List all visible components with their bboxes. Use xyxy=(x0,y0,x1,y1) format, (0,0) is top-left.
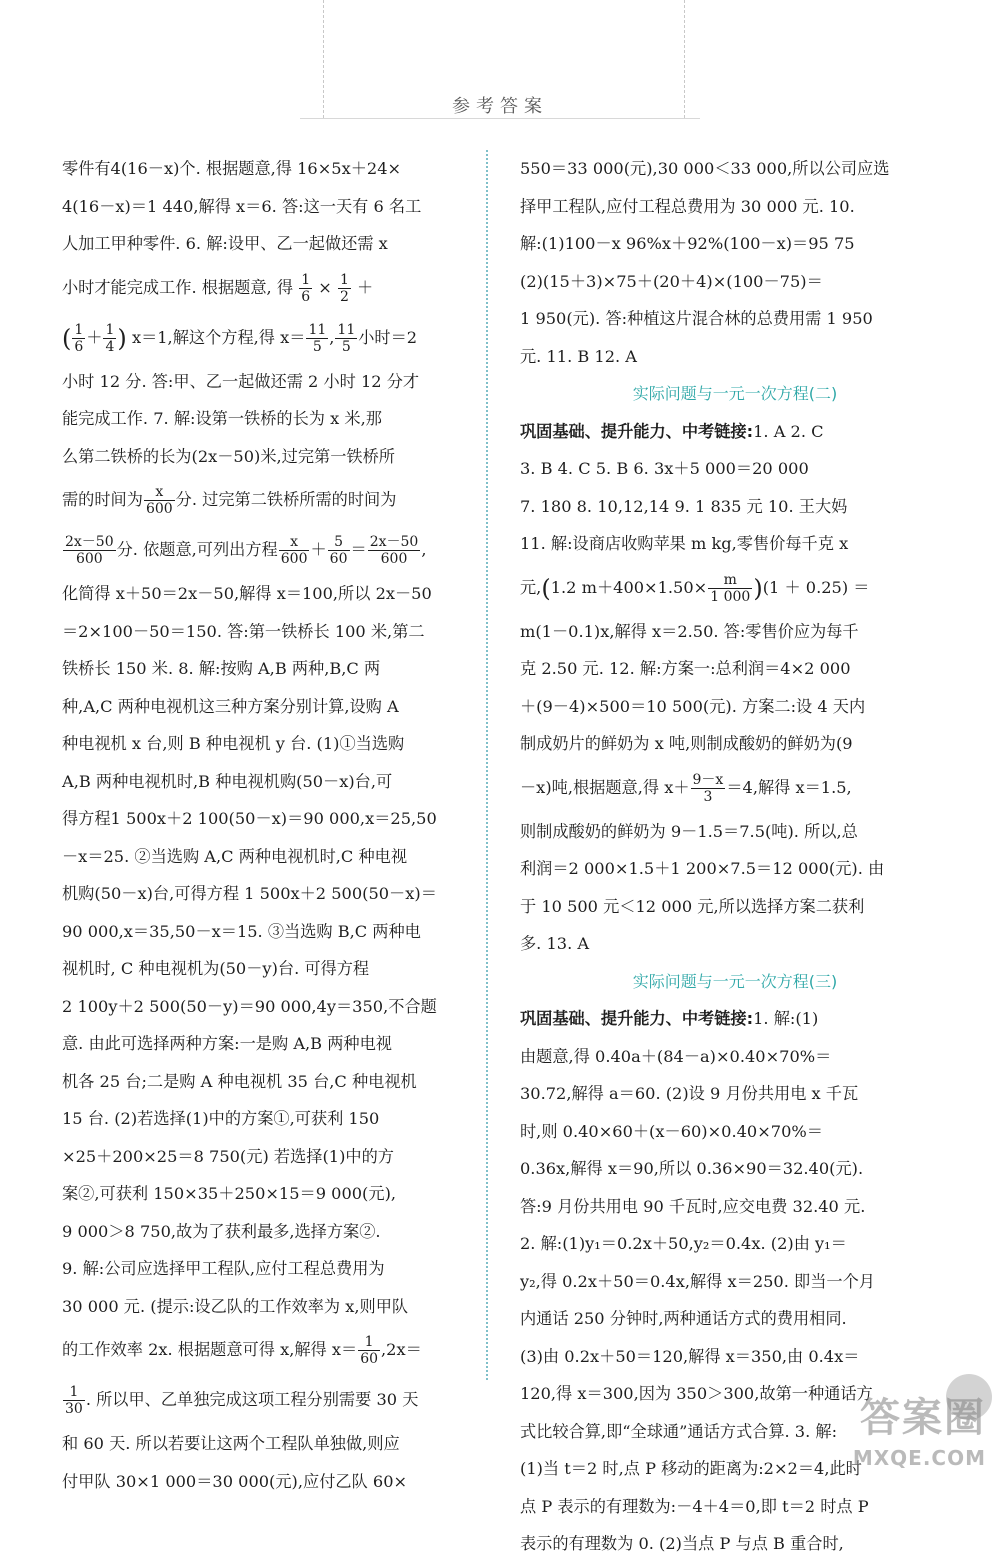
text-line xyxy=(520,763,950,813)
text-fragment: 的工作效率 2x. 根据题意可得 x,解得 x＝ xyxy=(62,1340,358,1359)
text-line: 答:9 月份共用电 90 千瓦时,应交电费 32.40 元. xyxy=(520,1196,866,1216)
fold-line-right xyxy=(684,0,685,118)
text-line: 550＝33 000(元),30 000＜33 000,所以公司应选 xyxy=(520,159,890,178)
text-fragment: 1. 解:(1) xyxy=(753,1009,819,1028)
text-fragment: 分. 过完第二铁桥所需的时间为 xyxy=(175,490,397,509)
text-line: 90 000,x＝35,50－x＝15. ③当选购 B,C 两种电 xyxy=(62,921,421,941)
fraction-numerator: x xyxy=(144,484,175,501)
text-line: 点 P 表示的有理数为:－4＋4＝0,即 t＝2 时点 P xyxy=(520,1496,869,1516)
text-line xyxy=(520,1000,950,1038)
text-line: $\frac{2x-50}{600}$ 分. 依题意,可列出方程 $\frac{x}{600}$ ＋ $\frac{5}{60}$ ＝ $\frac{2x-50}{600}$ , xyxy=(65,534,427,567)
text-fragment: 1. A 2. C xyxy=(753,421,824,441)
text-line: －x＝25. ②当选购 A,C 两种电视机时,C 种电视 xyxy=(62,846,408,866)
fraction-denominator: 600 xyxy=(145,501,173,517)
text-line: 时,则 0.40×60＋(x－60)×0.40×70%＝ xyxy=(520,1121,823,1141)
text-line: 机各 25 台;二是购 A 种电视机 35 台,C 种电视机 xyxy=(62,1071,417,1091)
fraction xyxy=(358,1334,380,1367)
text-line: 3. B 4. C 5. B 6. 3x＋5 000＝20 000 xyxy=(520,459,809,478)
text-line: 式比较合算,即“全球通”通话方式合算. 3. 解: xyxy=(520,1421,838,1441)
fraction-numerator: 11 xyxy=(308,321,327,338)
fraction-denominator: 600 xyxy=(380,551,408,567)
text-line: 则制成酸奶的鲜奶为 9－1.5＝7.5(吨). 所以,总 xyxy=(520,821,858,841)
text-line: 30.72,解得 a＝60. (2)设 9 月份共用电 x 千瓦 xyxy=(520,1084,859,1103)
text-line: ( $\frac{1}{6}$ ＋ $\frac{1}{4}$ ) x＝1,解这个方程,得 x＝ $\frac{11}{5}$ , $\frac{11}{5}$ 小时＝2 xyxy=(62,321,418,355)
text-line: 小时 12 分. 答:甲、乙一起做还需 2 小时 12 分才 xyxy=(62,371,420,391)
fraction-numerator: 1 xyxy=(63,1384,85,1401)
fraction-denominator: 2 xyxy=(339,288,349,305)
text-line: 化简得 x＋50＝2x－50,解得 x＝100,所以 2x－50 xyxy=(62,584,432,603)
fraction-denominator: 60 xyxy=(329,551,348,567)
text-fragment: 分. 依题意,可列出方程 xyxy=(116,540,278,559)
fraction xyxy=(368,534,421,567)
text-fragment: 1.2 m＋400×1.50× xyxy=(550,577,708,597)
fraction-numerator: 2x－50 xyxy=(369,534,419,550)
text-line: 种电视机 x 台,则 B 种电视机 y 台. (1)①当选购 xyxy=(62,734,405,753)
text-line: 意. 由此可选择两种方案:一是购 A,B 两种电视 xyxy=(62,1034,392,1053)
text-line: 表示的有理数为 0. (2)当点 P 与点 B 重合时, xyxy=(520,1534,844,1553)
fraction-denominator: 6 xyxy=(301,288,311,305)
left-column xyxy=(62,150,492,1500)
section-label: 巩固基础、提升能力、中考链接: xyxy=(520,421,754,441)
text-line: 得方程1 500x＋2 100(50－x)＝90 000,x＝25,50 xyxy=(62,809,437,828)
text-line: 零件有4(16－x)个. 根据题意,得 16×5x＋24× xyxy=(62,159,402,178)
text-line: 30 000 元. (提示:设乙队的工作效率为 x,则甲队 xyxy=(62,1296,409,1316)
text-line: (1)当 t＝2 时,点 P 移动的距离为:2×2＝4,此时 xyxy=(520,1459,862,1478)
text-line xyxy=(62,1375,492,1425)
fraction-denominator: 4 xyxy=(105,338,115,355)
fraction-denominator: 5 xyxy=(341,338,351,355)
fraction xyxy=(72,322,85,355)
text-fragment: 元, xyxy=(520,577,542,597)
fraction-numerator: 9－x xyxy=(692,771,724,788)
text-line: 视机时, C 种电视机为(50－y)台. 可得方程 xyxy=(62,959,370,978)
text-line: 120,得 x＝300,因为 350＞300,故第一种通话方 xyxy=(520,1384,873,1403)
text-line xyxy=(62,1325,492,1375)
fraction-denominator: 3 xyxy=(703,788,713,805)
text-line: 择甲工程队,应付工程总费用为 30 000 元. 10. xyxy=(520,196,855,216)
header-rule xyxy=(300,118,700,119)
text-fragment: ＝4,解得 x＝1.5, xyxy=(726,777,852,797)
text-fragment: ,2x＝ xyxy=(381,1340,422,1359)
fraction-numerator: 2x－50 xyxy=(65,534,114,550)
text-line: 7. 180 8. 10,12,14 9. 1 835 元 10. 王大妈 xyxy=(520,496,848,516)
text-fragment: x＝1,解这个方程,得 x＝ xyxy=(131,327,306,347)
text-line: ＝2×100－50＝150. 答:第一铁桥长 100 米,第二 xyxy=(62,621,425,641)
text-line: 案②,可获利 150×35＋250×15＝9 000(元), xyxy=(62,1184,397,1203)
text-line: 4(16－x)＝1 440,解得 x＝6. 答:这一天有 6 名工 xyxy=(62,196,422,216)
fraction-numerator: 1 xyxy=(301,271,311,288)
text-line: 机购(50－x)台,可得方程 1 500x＋2 500(50－x)＝ xyxy=(62,884,437,903)
text-line: 9 000＞8 750,故为了获利最多,选择方案②. xyxy=(62,1221,381,1241)
fraction-numerator: 1 xyxy=(74,321,84,338)
text-line: 克 2.50 元. 12. 解:方案一:总利润＝4×2 000 xyxy=(520,659,851,678)
right-column xyxy=(520,150,950,1563)
text-fragment: . 所以甲、乙单独完成这项工程分别需要 30 天 xyxy=(85,1390,419,1409)
text-line: 付甲队 30×1 000＝30 000(元),应付乙队 60× xyxy=(62,1471,408,1491)
watermark-url: MXQE.COM xyxy=(852,1446,986,1470)
text-fragment: 小时才能完成工作. 根据题意, 得 xyxy=(62,277,294,297)
text-line: 和 60 天. 所以若要让这两个工程队单独做,则应 xyxy=(62,1434,400,1453)
site-watermark xyxy=(812,1366,992,1476)
fraction-denominator: 30 xyxy=(65,1401,83,1417)
text-line: m(1－0.1)x,解得 x＝2.50. 答:零售价应为每千 xyxy=(520,621,859,641)
text-line: 11. 解:设商店收购苹果 m kg,零售价每千克 x xyxy=(520,534,849,553)
section-label: 巩固基础、提升能力、中考链接: xyxy=(520,1009,754,1028)
text-fragment: 需的时间为 xyxy=(62,490,143,509)
fraction xyxy=(299,272,312,305)
text-line: A,B 两种电视机时,B 种电视机购(50－x)台,可 xyxy=(62,771,393,791)
fraction-denominator: 5 xyxy=(312,338,322,355)
text-line: (2)(15＋3)×75＋(20＋4)×(100－75)＝ xyxy=(520,271,823,291)
fold-line-left xyxy=(323,0,324,118)
fraction xyxy=(338,272,351,305)
text-line: (3)由 0.2x＋50＝120,解得 x＝350,由 0.4x＝ xyxy=(520,1346,860,1366)
text-line: 元. 11. B 12. A xyxy=(520,346,637,366)
fraction-denominator: 600 xyxy=(280,551,308,567)
watermark-text: 答案圈 xyxy=(860,1395,986,1441)
fraction xyxy=(708,572,752,605)
fraction-numerator: 1 xyxy=(358,1334,380,1351)
text-line: 解:(1)100－x 96%x＋92%(100－x)＝95 75 xyxy=(520,234,855,253)
text-line: 能完成工作. 7. 解:设第一铁桥的长为 x 米,那 xyxy=(62,409,382,428)
text-line: 15 台. (2)若选择(1)中的方案①,可获利 150 xyxy=(62,1109,380,1128)
text-line: 1 950(元). 答:种植这片混合林的总费用需 1 950 xyxy=(520,309,873,328)
text-line: 内通话 250 分钟时,两种通话方式的费用相同. xyxy=(520,1309,847,1328)
fraction-numerator: 11 xyxy=(337,321,356,338)
fraction-denominator: 60 xyxy=(360,1351,379,1367)
text-line: 么第二铁桥的长为(2x－50)米,过完第一铁桥所 xyxy=(62,446,395,466)
text-line: ×25＋200×25＝8 750(元) 若选择(1)中的方 xyxy=(62,1146,394,1166)
fraction-numerator: m xyxy=(708,572,752,589)
fraction xyxy=(279,534,310,567)
text-line: ＋(9－4)×500＝10 500(元). 方案二:设 4 天内 xyxy=(520,696,866,716)
text-line: 元,(1.2 m＋400×1.50× $\frac{m}{1 000}$ )(1 ＋ 0.25) ＝ xyxy=(520,571,870,605)
text-line: 利润＝2 000×1.5＋1 200×7.5＝12 000(元). 由 xyxy=(520,859,885,878)
text-line: 人加工甲种零件. 6. 解:设甲、乙一起做还需 x xyxy=(62,234,388,253)
text-line: 由题意,得 0.40a＋(84－a)×0.40×70%＝ xyxy=(520,1046,832,1066)
text-line xyxy=(62,475,492,525)
fraction xyxy=(691,772,726,805)
fraction xyxy=(306,322,328,355)
fraction xyxy=(63,1384,85,1417)
text-line: 2 100y＋2 500(50－y)＝90 000,4y＝350,不合题 xyxy=(62,996,437,1016)
text-fragment: 小时＝2 xyxy=(358,327,418,347)
fraction-denominator: 600 xyxy=(75,551,103,567)
text-line: y₂,得 0.2x＋50＝0.4x,解得 x＝250. 即当一个月 xyxy=(520,1271,875,1291)
fraction-numerator: 1 xyxy=(339,271,349,288)
fraction xyxy=(335,322,357,355)
text-line xyxy=(520,413,950,451)
fraction xyxy=(328,534,350,567)
page-header-title: 参考答案 xyxy=(452,96,548,117)
text-line: 9. 解:公司应选择甲工程队,应付工程总费用为 xyxy=(62,1259,385,1278)
text-fragment: －x)吨,根据题意,得 x＋ xyxy=(520,777,690,797)
text-fragment: (1 ＋ 0.25) ＝ xyxy=(762,577,870,597)
fraction-numerator: 1 xyxy=(105,321,115,338)
text-line: 小时才能完成工作. 根据题意, 得 $\frac{1}{6}$ × $\frac{1}{2}$ ＋ xyxy=(62,271,374,305)
text-line: 0.36x,解得 x＝90,所以 0.36×90＝32.40(元). xyxy=(520,1159,864,1178)
section-heading: 实际问题与一元一次方程(二) xyxy=(632,384,838,403)
section-heading: 实际问题与一元一次方程(三) xyxy=(632,971,838,991)
fraction xyxy=(144,484,175,517)
fraction xyxy=(103,322,116,355)
text-line: 多. 13. A xyxy=(520,934,590,953)
text-line: 于 10 500 元＜12 000 元,所以选择方案二获利 xyxy=(520,896,865,916)
text-line: 2. 解:(1)y₁＝0.2x＋50,y₂＝0.4x. (2)由 y₁＝ xyxy=(520,1234,847,1253)
fraction-denominator: 1 000 xyxy=(710,588,751,605)
fraction-numerator: 5 xyxy=(328,534,350,551)
text-line: 种,A,C 两种电视机这三种方案分别计算,设购 A xyxy=(62,696,399,716)
fraction-denominator: 6 xyxy=(74,338,84,355)
text-line: 制成奶片的鲜奶为 x 吨,则制成酸奶的鲜奶为(9 xyxy=(520,734,853,753)
fraction-numerator: x xyxy=(279,534,310,551)
fraction xyxy=(63,534,116,567)
text-line: 铁桥长 150 米. 8. 解:按购 A,B 两种,B,C 两 xyxy=(62,659,381,678)
